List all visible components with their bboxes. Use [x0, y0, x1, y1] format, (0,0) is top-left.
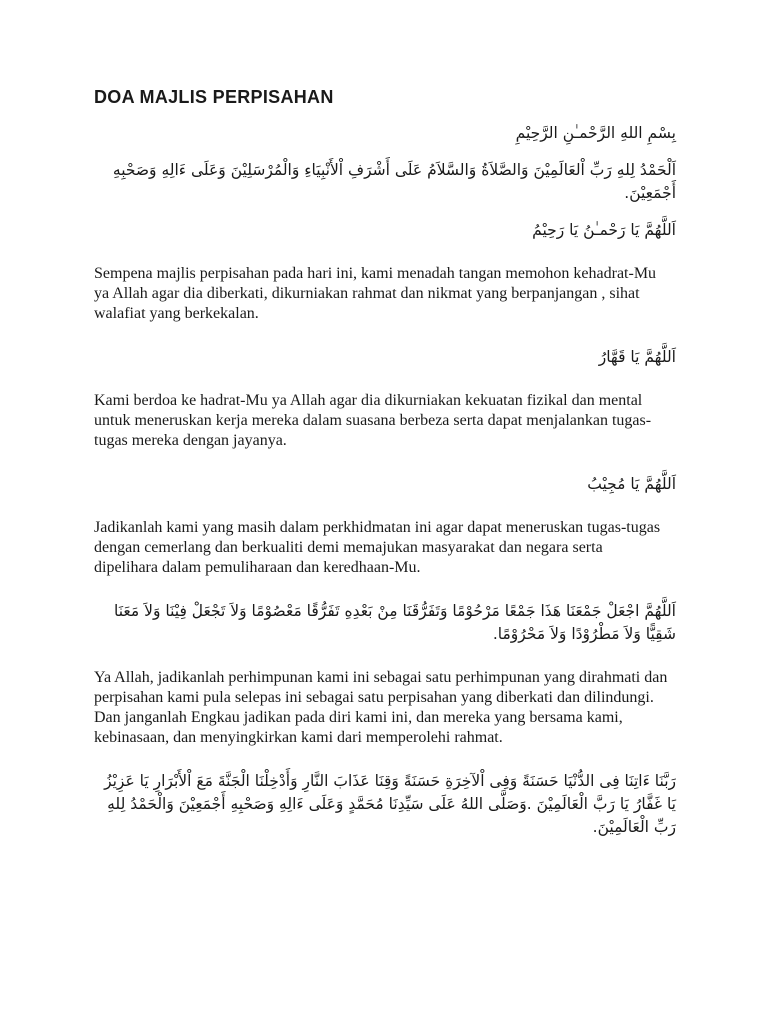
- spacer: [94, 242, 676, 264]
- spacer: [94, 451, 676, 473]
- malay-paragraph-3: Jadikanlah kami yang masih dalam perkhidmatan ini agar dapat meneruskan tugas-tugas dengan cemerlang dan berkualiti demi memajukan masyarakat dan negara serta dipelihara dalam pemuliharaan dan keredhaan-Mu.: [94, 519, 661, 576]
- spacer: [94, 578, 676, 600]
- arabic-doa-gathering: اَللَّهُمَّ اجْعَلْ جَمْعَنَا هَذَا جَمْعًا مَرْحُوْمًا وَتَفَرُّقَنَا مِنْ بَعْدِهِ تَفَرُّقًا مَعْصُوْمًا وَلاَ تَجْعَلْ فِيْنَا وَلاَ مَعَنَا شَقِيًّا وَلاَ مَطْرُوْدًا وَلاَ مَحْرُوْمًا.: [114, 602, 676, 643]
- arabic-invocation-qahhar: اَللَّهُمَّ يَا قَهَّارُ: [598, 348, 676, 366]
- arabic-opening-praise: اَلْحَمْدُ لِلهِ رَبِّ اْلعَالَمِيْنَ وَالصَّلاَةُ وَالسَّلاَمُ عَلَى أَشْرَفِ اْلأَنْبِيَاءِ وَالْمُرْسَلِيْنَ وَعَلَى ءَالِهِ وَصَحْبِهِ أَجْمَعِيْنَ.: [112, 161, 676, 202]
- basmala-line: بِسْمِ اللهِ الرَّحْمـٰنِ الرَّحِيْمِ: [515, 124, 676, 142]
- arabic-invocation-rahman: اَللَّهُمَّ يَا رَحْمـٰنُ يَا رَحِيْمُ: [532, 221, 676, 239]
- malay-paragraph-2: Kami berdoa ke hadrat-Mu ya Allah agar dia dikurniakan kekuatan fizikal dan mental untuk meneruskan kerja mereka dalam suasana berbeza serta dapat menjalankan tugas-tugas mereka dengan jayanya.: [94, 392, 652, 449]
- spacer: [94, 145, 676, 159]
- document-title: DOA MAJLIS PERPISAHAN: [94, 87, 334, 107]
- malay-paragraph-4: Ya Allah, jadikanlah perhimpunan kami ini sebagai satu perhimpunan yang dirahmati dan perpisahan kami pula selepas ini sebagai satu perpisahan yang diberkati dan dilindungi. Dan janganlah Engkau jadikan pada diri kami ini, dan mereka yang bersama kami, kebinasaan, dan menyingkirkan kami dari memperolehi rahmat.: [94, 669, 668, 746]
- spacer: [94, 369, 676, 391]
- arabic-closing-doa: رَبَّنَا ءَاتِنَا فِى الدُّنْيَا حَسَنَةً وَفِى اْلآخِرَةِ حَسَنَةً وَقِنَا عَذَابَ النَّارِ وَأَدْخِلْنَا الْجَنَّةَ مَعَ اْلأَبْرَارِ يَا عَزِيْزُ يَا غَفَّارُ يَا رَبَّ الْعَالَمِيْنَ .وَصَلَّى اللهُ عَلَى سَيِّدِنَا مُحَمَّدٍ وَعَلَى ءَالِهِ وَصَحْبِهِ أَجْمَعِيْنَ وَالْحَمْدُ لِلهِ رَبِّ الْعَالَمِيْنَ.: [104, 772, 676, 836]
- spacer: [94, 496, 676, 518]
- arabic-invocation-mujib: اَللَّهُمَّ يَا مُجِيْبُ: [587, 475, 676, 493]
- malay-paragraph-1: Sempena majlis perpisahan pada hari ini, kami menadah tangan memohon kehadrat-Mu ya Allah agar dia diberkati, dikurniakan rahmat dan nikmat yang berpanjangan , sihat walafiat yang berkekalan.: [94, 265, 657, 322]
- spacer: [94, 324, 676, 346]
- spacer: [94, 748, 676, 770]
- spacer: [94, 205, 676, 219]
- spacer: [94, 646, 676, 668]
